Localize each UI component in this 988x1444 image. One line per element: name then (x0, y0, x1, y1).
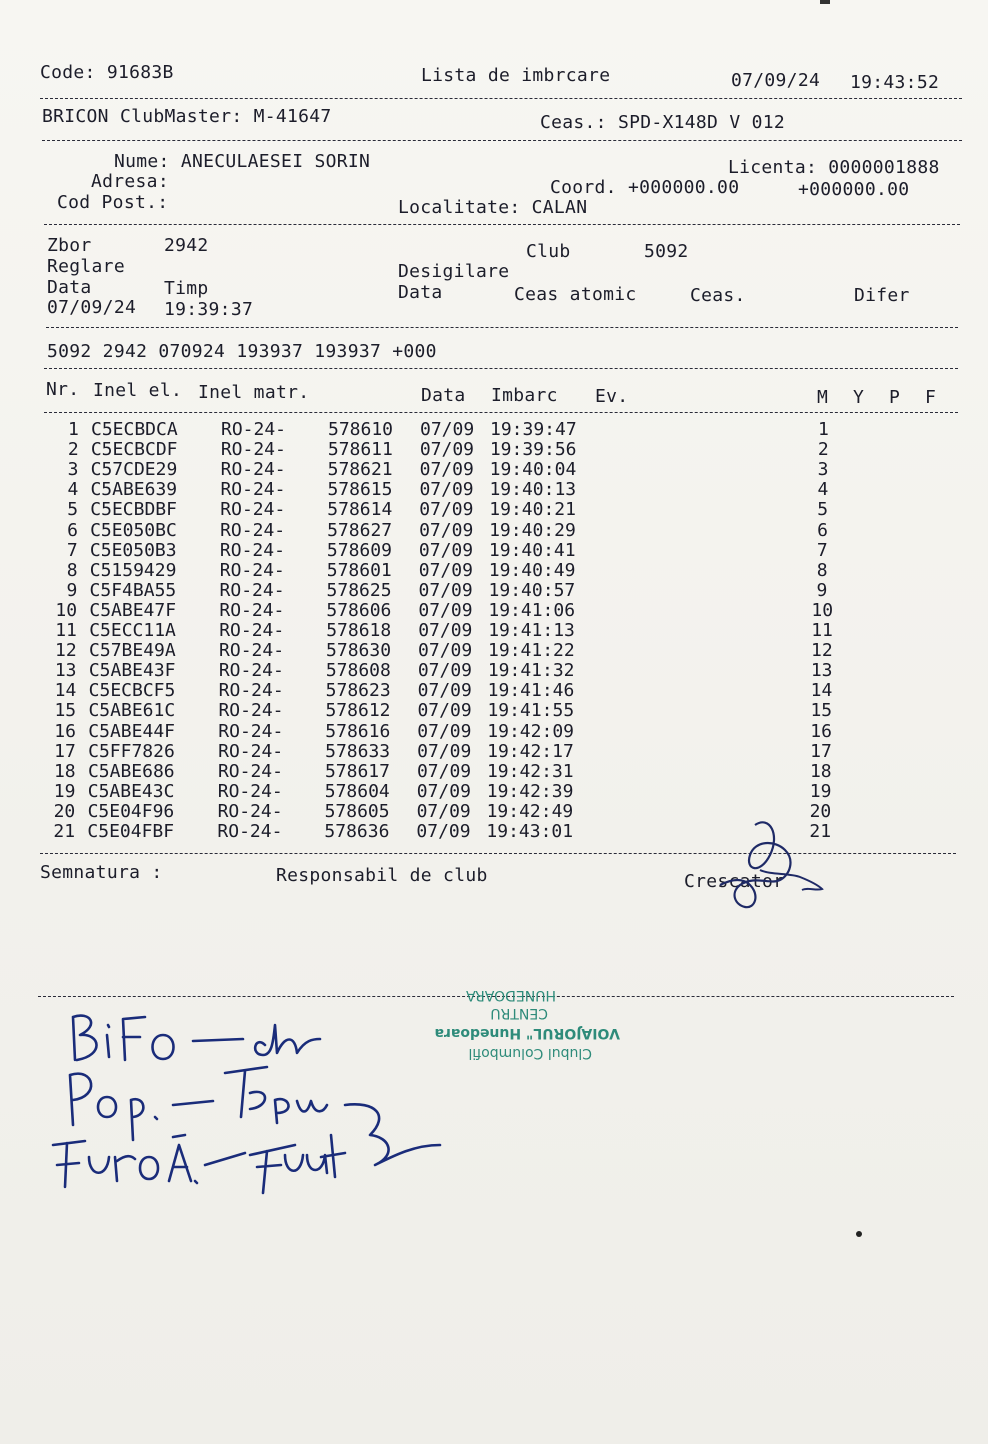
row-number: 7 (66, 539, 78, 561)
boarding-date: 07/09 (416, 821, 471, 842)
owner-name: Nume: ANECULAESEI SORIN (114, 151, 371, 172)
table-row (0, 640, 988, 660)
electronic-ring-id: C57CDE29 (90, 459, 178, 481)
owner-postal: Cod Post.: (57, 192, 169, 213)
ring-number: 578608 (325, 660, 391, 682)
boarding-date: 07/09 (416, 780, 471, 802)
ring-number: 578611 (327, 439, 393, 461)
electronic-ring-id: C5ABE61C (88, 700, 176, 722)
code-label: Code: 91683B (40, 62, 174, 83)
boarding-time: 19:40:04 (489, 459, 577, 481)
club-master-id: BRICON ClubMaster: M-41647 (42, 106, 332, 127)
boarding-date: 07/09 (418, 579, 473, 601)
divider (46, 327, 958, 328)
ring-number: 578606 (326, 599, 392, 621)
divider (40, 98, 962, 99)
boarding-time: 19:41:46 (487, 680, 575, 702)
m-count: 10 (811, 599, 834, 621)
boarding-time: 19:42:39 (486, 780, 574, 802)
table-row (0, 459, 988, 479)
boarding-time: 19:41:55 (487, 700, 575, 722)
breeder-label: Crescator (684, 871, 785, 892)
boarding-date: 07/09 (418, 559, 473, 581)
table-row (0, 741, 988, 761)
electronic-ring-id: C5ABE47F (89, 599, 177, 621)
data-label: Data (47, 277, 92, 298)
table-row (0, 721, 988, 741)
m-count: 20 (809, 800, 832, 822)
row-number: 21 (53, 821, 76, 842)
m-count: 1 (818, 419, 829, 440)
col-nr: Nr. (46, 379, 80, 400)
boarding-time: 19:42:09 (487, 720, 574, 742)
table-row (0, 600, 988, 620)
boarding-time: 19:39:47 (490, 419, 577, 440)
row-number: 18 (53, 760, 76, 782)
club-responsible-label: Responsabil de club (276, 865, 488, 886)
club-label: Club (526, 241, 571, 262)
ring-country-prefix: RO-24- (217, 821, 283, 842)
row-number: 13 (54, 660, 77, 682)
boarding-date: 07/09 (418, 599, 473, 621)
table-row (0, 821, 988, 841)
owner-license: Licenta: 0000001888 (728, 157, 940, 178)
electronic-ring-id: C5ABE43C (87, 780, 175, 802)
row-number: 1 (68, 419, 79, 440)
table-row (0, 761, 988, 781)
row-number: 19 (53, 780, 76, 802)
boarding-time: 19:40:41 (488, 539, 576, 561)
electronic-ring-id: C5ABE686 (87, 760, 175, 782)
signature-label: Semnatura : (40, 862, 163, 883)
table-row (0, 560, 988, 580)
ring-country-prefix: RO-24- (220, 459, 286, 481)
ring-country-prefix: RO-24- (220, 499, 286, 521)
row-number: 12 (55, 640, 77, 662)
boarding-date: 07/09 (418, 640, 473, 662)
boarding-time: 19:41:22 (488, 640, 575, 662)
electronic-ring-id: C5ECBDBF (90, 499, 177, 521)
boarding-date: 07/09 (416, 760, 472, 782)
speck (820, 0, 830, 4)
boarding-time: 19:41:13 (488, 620, 575, 641)
timp-label: Timp (164, 278, 209, 299)
divider (44, 368, 958, 369)
row-number: 10 (55, 599, 78, 621)
boarding-date: 07/09 (417, 740, 472, 762)
m-count: 5 (817, 499, 829, 521)
row-number: 3 (67, 459, 79, 481)
set-time: 19:39:37 (164, 299, 254, 320)
table-row (0, 499, 988, 519)
ring-number: 578601 (326, 559, 392, 581)
ring-number: 578609 (326, 539, 392, 561)
ring-number: 578615 (327, 479, 393, 501)
print-date: 07/09/24 (731, 70, 821, 91)
stamp-line: VOIAJORUL" Hunedoara (434, 1025, 620, 1041)
ring-country-prefix: RO-24- (219, 620, 285, 641)
clock-label: Ceas. (690, 285, 746, 306)
ring-country-prefix: RO-24- (218, 720, 284, 742)
ring-country-prefix: RO-24- (219, 640, 285, 662)
summary-code-line: 5092 2942 070924 193937 193937 +000 (47, 341, 437, 362)
col-m: M (817, 387, 829, 408)
ring-number: 578623 (325, 680, 391, 702)
table-row (0, 439, 988, 459)
ring-number: 578618 (326, 620, 392, 641)
m-count: 7 (816, 539, 828, 561)
electronic-ring-id: C5F4BA55 (89, 579, 177, 601)
data-label-2: Data (398, 282, 443, 303)
difference-label: Difer (854, 285, 910, 306)
boarding-time: 19:40:29 (489, 519, 576, 541)
ring-number: 578605 (324, 800, 390, 822)
electronic-ring-id: C5E050BC (90, 519, 177, 541)
ring-number: 578604 (324, 780, 390, 802)
m-count: 21 (809, 821, 832, 842)
ring-number: 578617 (324, 760, 390, 782)
ring-country-prefix: RO-24- (217, 800, 283, 822)
row-number: 20 (53, 800, 76, 822)
divider (42, 140, 962, 141)
m-count: 14 (810, 680, 833, 702)
club-value: 5092 (644, 241, 689, 262)
col-date: Data (421, 385, 466, 406)
boarding-time: 19:42:17 (487, 740, 574, 762)
boarding-date: 07/09 (417, 680, 472, 702)
ring-country-prefix: RO-24- (218, 740, 284, 762)
m-count: 13 (810, 660, 833, 682)
ring-country-prefix: RO-24- (220, 519, 286, 541)
ring-number: 578630 (326, 640, 392, 662)
electronic-ring-id: C5ABE44F (88, 720, 175, 742)
boarding-date: 07/09 (418, 620, 473, 641)
electronic-ring-id: C5ECBDCA (91, 419, 178, 440)
table-row (0, 419, 988, 439)
ring-country-prefix: RO-24- (219, 559, 285, 581)
electronic-ring-id: C5ECC11A (89, 620, 176, 641)
electronic-ring-id: C57BE49A (89, 640, 176, 662)
handwritten-notes (45, 1005, 455, 1200)
table-row (0, 540, 988, 560)
boarding-date: 07/09 (416, 800, 471, 822)
electronic-ring-id: C5E04F96 (87, 800, 175, 822)
document-title: Lista de imbrcare (421, 65, 611, 86)
m-count: 15 (810, 700, 833, 722)
stamp-line: HUNEDOARA (466, 987, 556, 1003)
breeder-signature (700, 815, 830, 915)
ring-number: 578614 (327, 499, 393, 521)
row-number: 8 (66, 559, 78, 581)
row-number: 14 (54, 680, 77, 702)
boarding-time: 19:42:31 (486, 760, 574, 782)
boarding-time: 19:40:57 (488, 579, 576, 601)
boarding-time: 19:40:21 (489, 499, 576, 521)
boarding-date: 07/09 (420, 419, 475, 440)
col-y: Y (853, 387, 865, 408)
boarding-date: 07/09 (417, 720, 472, 742)
stamp-line: Clubul Columbofil (468, 1045, 592, 1061)
row-number: 2 (67, 439, 79, 461)
set-date: 07/09/24 (47, 297, 137, 318)
m-count: 18 (809, 760, 832, 782)
ring-country-prefix: RO-24- (219, 579, 285, 601)
table-row (0, 479, 988, 499)
boarding-time: 19:42:49 (486, 800, 574, 822)
ring-country-prefix: RO-24- (220, 439, 286, 461)
table-row (0, 801, 988, 821)
owner-address: Adresa: (91, 171, 169, 192)
ring-country-prefix: RO-24- (221, 419, 287, 440)
boarding-date: 07/09 (418, 539, 474, 561)
electronic-ring-id: C5159429 (89, 559, 177, 581)
divider (44, 224, 960, 225)
m-count: 4 (817, 479, 829, 501)
owner-coord-value: +000000.00 (798, 179, 910, 200)
boarding-time: 19:41:06 (488, 599, 576, 621)
m-count: 16 (810, 720, 832, 742)
ring-number: 578621 (327, 459, 393, 481)
col-ring-el: Inel el. (93, 380, 183, 401)
table-row (0, 700, 988, 720)
table-row (0, 620, 988, 640)
boarding-time: 19:39:56 (489, 439, 577, 461)
m-count: 2 (817, 439, 829, 461)
electronic-ring-id: C5ECBCF5 (88, 680, 176, 702)
owner-locality: Localitate: CALAN (398, 197, 588, 218)
m-count: 12 (811, 640, 833, 662)
ring-country-prefix: RO-24- (219, 539, 285, 561)
m-count: 17 (810, 740, 832, 762)
divider (44, 412, 958, 413)
m-count: 3 (817, 459, 829, 481)
table-row (0, 580, 988, 600)
m-count: 11 (811, 620, 833, 641)
ring-country-prefix: RO-24- (218, 700, 284, 722)
row-number: 6 (67, 519, 78, 541)
owner-coord: Coord. +000000.00 (550, 177, 740, 198)
atomic-clock-label: Ceas atomic (514, 284, 637, 305)
ring-number: 578610 (328, 419, 394, 440)
boarding-date: 07/09 (419, 439, 474, 461)
m-count: 19 (809, 780, 832, 802)
ring-country-prefix: RO-24- (217, 760, 283, 782)
boarding-date: 07/09 (419, 479, 474, 501)
electronic-ring-id: C5ECBCDF (90, 439, 178, 461)
boarding-date: 07/09 (419, 459, 474, 481)
boarding-date: 07/09 (419, 499, 474, 521)
ring-country-prefix: RO-24- (219, 599, 285, 621)
col-boarding: Imbarc (491, 385, 558, 406)
table-row (0, 781, 988, 801)
row-number: 4 (67, 479, 79, 501)
print-time: 19:43:52 (850, 72, 940, 93)
boarding-date: 07/09 (419, 519, 474, 541)
electronic-ring-id: C5ABE639 (90, 479, 178, 501)
row-number: 5 (67, 499, 79, 521)
flight-value: 2942 (164, 235, 209, 256)
table-row (0, 520, 988, 540)
m-count: 8 (816, 559, 828, 581)
boarding-time: 19:40:13 (489, 479, 577, 501)
ring-number: 578636 (324, 821, 390, 842)
electronic-ring-id: C5ABE43F (88, 660, 176, 682)
clock-id: Ceas.: SPD-X148D V 012 (540, 112, 786, 133)
ring-number: 578612 (325, 700, 391, 722)
speck (856, 1231, 862, 1237)
m-count: 9 (816, 579, 828, 601)
row-number: 16 (54, 720, 76, 742)
boarding-time: 19:40:49 (488, 559, 576, 581)
ring-number: 578625 (326, 579, 392, 601)
ring-number: 578627 (327, 519, 393, 541)
desigilare-label: Desigilare (398, 261, 510, 282)
col-ring-matr: Inel matr. (198, 382, 310, 403)
col-f: F (925, 387, 937, 408)
flight-label: Zbor (47, 235, 92, 256)
ring-country-prefix: RO-24- (218, 660, 284, 682)
row-number: 17 (54, 740, 76, 762)
boarding-time: 19:41:32 (487, 660, 575, 682)
reglare-label: Reglare (47, 256, 125, 277)
electronic-ring-id: C5E04FBF (87, 821, 175, 842)
stamp-line: CENTRU (490, 1005, 548, 1021)
row-number: 9 (66, 579, 78, 601)
table-row (0, 660, 988, 680)
electronic-ring-id: C5E050B3 (89, 539, 177, 561)
boarding-time: 19:43:01 (486, 821, 574, 842)
row-number: 11 (55, 620, 77, 641)
electronic-ring-id: C5FF7826 (88, 740, 175, 762)
ring-country-prefix: RO-24- (220, 479, 286, 501)
ring-country-prefix: RO-24- (218, 680, 284, 702)
m-count: 6 (817, 519, 828, 541)
ring-number: 578633 (325, 740, 391, 762)
boarding-date: 07/09 (417, 660, 473, 682)
col-p: P (889, 387, 901, 408)
col-ev: Ev. (595, 386, 629, 407)
boarding-date: 07/09 (417, 700, 472, 722)
ring-number: 578616 (325, 720, 391, 742)
row-number: 15 (54, 700, 77, 722)
ring-country-prefix: RO-24- (217, 780, 283, 802)
table-row (0, 680, 988, 700)
